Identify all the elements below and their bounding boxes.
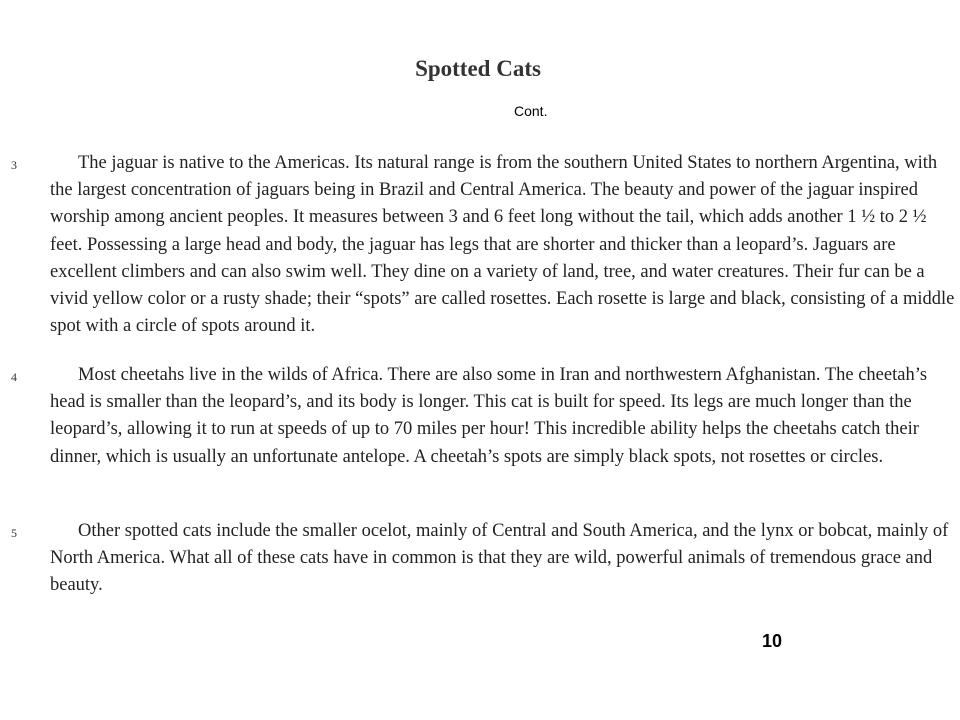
paragraph-other-cats: Other spotted cats include the smaller ocelot, mainly of Central and South America, and the lynx or bobcat, mainly of North America. What all of these cats have in common is that they are wild, powerful animals of tremendous grace and beauty. <box>50 521 949 596</box>
page-title: Spotted Cats <box>415 56 541 81</box>
paragraph-number: 4 <box>11 370 17 384</box>
page-number: 10 <box>762 631 783 651</box>
page-subtitle: Cont. <box>514 103 548 119</box>
paragraph-number: 3 <box>11 158 17 172</box>
paragraph-number: 5 <box>11 526 17 540</box>
paragraph-jaguar: The jaguar is native to the Americas. Its natural range is from the southern United States to northern Argentina, with the largest concentration of jaguars being in Brazil and Central America. The beauty and power of the jaguar inspired worship among ancient peoples. It measures between 3 and 6 feet long without the tail, which adds another 1 ½ to 2 ½ feet. Possessing a large head and body, the jaguar has legs that are shorter and thicker than a leopard’s. Jaguars are excellent climbers and can also swim well. They dine on a variety of land, tree, and water creatures. Their fur can be a vivid yellow color or a rusty shade; their “spots” are called rosettes. Each rosette is large and black, consisting of a middle spot with a circle of spots around it. <box>50 153 955 337</box>
paragraph-cheetah: Most cheetahs live in the wilds of Africa. There are also some in Iran and northwestern Afghanistan. The cheetah’s head is smaller than the leopard’s, and its body is longer. This cat is built for speed. Its legs are much longer than the leopard’s, allowing it to run at speeds of up to 70 miles per hour! This incredible ability helps the cheetahs catch their dinner, which is usually an unfortunate antelope. A cheetah’s spots are simply black spots, not rosettes or circles. <box>50 365 928 467</box>
